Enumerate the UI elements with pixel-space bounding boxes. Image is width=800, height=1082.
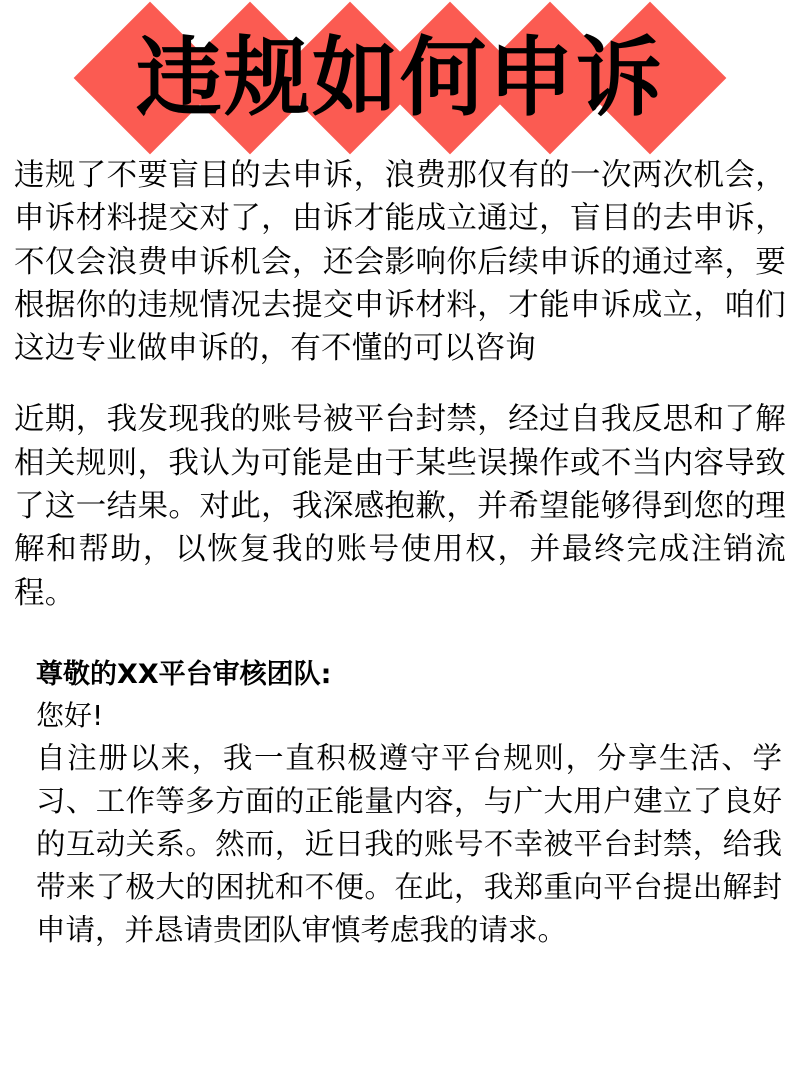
letter-greeting: 您好! xyxy=(36,699,104,733)
title-banner xyxy=(12,2,788,154)
paragraph-advice: 违规了不要盲目的去申诉，浪费那仅有的一次两次机会，申诉材料提交对了，由诉才能成立通过，盲目的去申诉，不仅会浪费申诉机会，还会影响你后续申诉的通过率，要根据你的违规情况去提交申诉材料，才能申诉成立，咱们这边专业做申诉的，有不懂的可以咨询 xyxy=(14,158,786,367)
appeal-letter xyxy=(14,655,786,951)
document-page xyxy=(0,2,800,1082)
document-body xyxy=(12,154,788,951)
letter-body: 自注册以来，我一直积极遵守平台规则，分享生活、学习、工作等多方面的正能量内容，与广大用户建立了良好的互动关系。然而，近日我的账号不幸被平台封禁，给我带来了极大的困扰和不便。在此，我郑重向平台提出解封申请，并恳请贵团队审慎考虑我的请求。 xyxy=(36,741,782,947)
page-title: 违规如何申诉 xyxy=(136,28,664,128)
paragraph-situation: 近期，我发现我的账号被平台封禁，经过自我反思和了解相关规则，我认为可能是由于某些误操作或不当内容导致了这一结果。对此，我深感抱歉，并希望能够得到您的理解和帮助，以恢复我的账号使用权，并最终完成注销流程。 xyxy=(14,402,786,611)
letter-salutation: 尊敬的XX平台审核团队: xyxy=(36,658,332,690)
